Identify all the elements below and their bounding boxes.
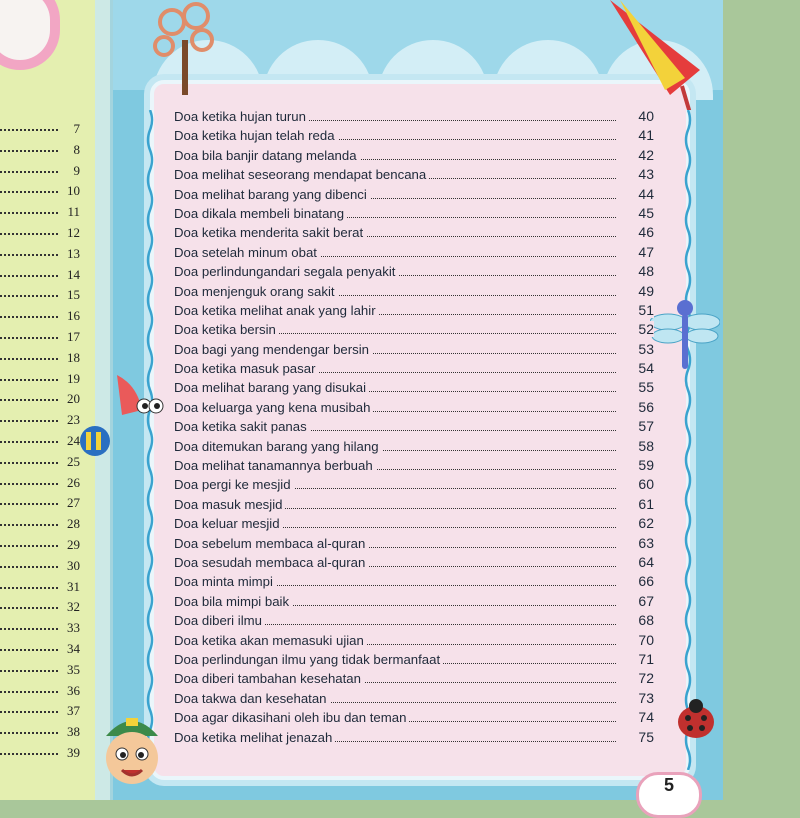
- toc-entry-page: 59: [620, 457, 654, 473]
- dot-leader: [0, 649, 58, 651]
- toc-entry: [170, 496, 654, 515]
- toc-entry: [170, 670, 654, 689]
- toc-entry: [170, 166, 654, 185]
- left-toc-entry: [0, 742, 92, 763]
- dot-leader: [0, 732, 58, 734]
- left-toc-entry: [0, 326, 92, 347]
- dot-leader: [0, 420, 58, 422]
- toc-entry: [170, 651, 654, 670]
- toc-entry-page: 46: [620, 224, 654, 240]
- left-toc-page: 23: [67, 412, 80, 428]
- toc-entry-page: 75: [620, 729, 654, 745]
- table-of-contents: [170, 108, 654, 748]
- toc-entry: [170, 147, 654, 166]
- dot-leader: [0, 399, 58, 401]
- left-toc-entry: [0, 243, 92, 264]
- dot-leader: [0, 316, 58, 318]
- toc-entry-page: 55: [620, 379, 654, 395]
- dot-leader: [0, 171, 58, 173]
- toc-entry-page: 43: [620, 166, 654, 182]
- left-toc-entry: [0, 347, 92, 368]
- toc-entry: [170, 360, 654, 379]
- left-toc-entry: [0, 472, 92, 493]
- toc-entry: [170, 321, 654, 340]
- toc-entry: [170, 108, 654, 127]
- toc-entry-title: Doa keluarga yang kena musibah: [174, 400, 373, 415]
- toc-entry: [170, 515, 654, 534]
- left-toc-entry: [0, 721, 92, 742]
- left-toc-page: 10: [67, 183, 80, 199]
- toc-entry-title: Doa melihat seseorang mendapat bencana: [174, 167, 429, 182]
- left-toc-page: 39: [67, 744, 80, 760]
- toc-entry: [170, 476, 654, 495]
- left-toc-page: 33: [67, 620, 80, 636]
- toc-entry-title: Doa setelah minum obat: [174, 245, 320, 260]
- toc-entry: [170, 535, 654, 554]
- left-toc-page: 20: [67, 391, 80, 407]
- left-toc-page: 32: [67, 599, 80, 615]
- left-toc-entry: [0, 264, 92, 285]
- left-toc-page: 36: [67, 682, 80, 698]
- dot-leader: [0, 691, 58, 693]
- wavy-border-right: [684, 110, 692, 770]
- toc-entry: [170, 593, 654, 612]
- left-toc-page: 37: [67, 703, 80, 719]
- toc-entry-page: 64: [620, 554, 654, 570]
- toc-entry: [170, 554, 654, 573]
- toc-entry-page: 45: [620, 205, 654, 221]
- toc-entry: [170, 263, 654, 282]
- toc-entry-page: 54: [620, 360, 654, 376]
- left-toc-page: 24: [67, 432, 80, 448]
- left-toc-entry: [0, 284, 92, 305]
- toc-entry-title: Doa ketika bersin: [174, 322, 279, 337]
- left-toc-entry: [0, 534, 92, 555]
- dot-leader: [0, 191, 58, 193]
- dot-leader: [0, 358, 58, 360]
- left-toc-page: 19: [67, 370, 80, 386]
- page-number: 5: [663, 775, 674, 795]
- toc-entry: [170, 341, 654, 360]
- left-toc-page: 34: [67, 640, 80, 656]
- toc-entry-title: Doa ketika masuk pasar: [174, 361, 318, 376]
- toc-entry-page: 40: [620, 108, 654, 124]
- left-toc-entry: [0, 680, 92, 701]
- toc-entry-page: 71: [620, 651, 654, 667]
- dot-leader: [0, 337, 58, 339]
- toc-entry: [170, 127, 654, 146]
- left-toc-page: 17: [67, 328, 80, 344]
- toc-entry-title: Doa menjenguk orang sakit: [174, 284, 338, 299]
- left-toc-page: 25: [67, 453, 80, 469]
- toc-entry-title: Doa melihat barang yang dibenci: [174, 187, 370, 202]
- left-toc-page: 38: [67, 724, 80, 740]
- dot-leader: [0, 129, 58, 131]
- toc-entry-title: Doa diberi ilmu: [174, 613, 265, 628]
- toc-entry-title: Doa keluar mesjid: [174, 516, 283, 531]
- toc-entry: [170, 205, 654, 224]
- toc-entry-page: 57: [620, 418, 654, 434]
- toc-entry: [170, 729, 654, 748]
- toc-entry-title: Doa ketika menderita sakit berat: [174, 225, 366, 240]
- toc-entry: [170, 612, 654, 631]
- shrimp-illustration: [112, 370, 167, 420]
- toc-entry-title: Doa ketika melihat anak yang lahir: [174, 303, 379, 318]
- left-toc-entry: [0, 388, 92, 409]
- dot-leader: [0, 379, 58, 381]
- left-toc-page: 27: [67, 495, 80, 511]
- dot-leader: [0, 711, 58, 713]
- toc-entry-page: 42: [620, 147, 654, 163]
- dot-leader: [0, 254, 58, 256]
- toc-entry-title: Doa ketika hujan telah reda: [174, 128, 338, 143]
- dot-leader: [0, 587, 58, 589]
- toc-entry-page: 61: [620, 496, 654, 512]
- toc-entry: [170, 709, 654, 728]
- toc-entry: [170, 632, 654, 651]
- toc-entry-title: Doa perlindungandari segala penyakit: [174, 264, 398, 279]
- left-toc-page: 26: [67, 474, 80, 490]
- left-toc-page: 14: [67, 266, 80, 282]
- left-toc-page: 30: [67, 557, 80, 573]
- toc-entry: [170, 302, 654, 321]
- left-toc-page: 28: [67, 516, 80, 532]
- dot-leader: [0, 212, 58, 214]
- wavy-border-left: [146, 110, 154, 770]
- toc-entry-title: Doa sebelum membaca al-quran: [174, 536, 368, 551]
- toc-entry-page: 44: [620, 186, 654, 202]
- toc-entry-page: 51: [620, 302, 654, 318]
- left-toc-page: 7: [73, 121, 80, 136]
- left-toc-entry: [0, 576, 92, 597]
- toc-entry-page: 49: [620, 283, 654, 299]
- dot-leader: [0, 275, 58, 277]
- left-toc-page: 29: [67, 536, 80, 552]
- dot-leader: [0, 607, 58, 609]
- dot-leader: [0, 503, 58, 505]
- boy-illustration: [92, 706, 172, 800]
- left-toc-page: 35: [67, 661, 80, 677]
- left-toc-page: 12: [67, 224, 80, 240]
- left-toc-page: 8: [73, 141, 80, 157]
- toc-entry-page: 41: [620, 127, 654, 143]
- umbrella-illustration: [610, 0, 700, 110]
- left-toc-page: 11: [67, 204, 80, 220]
- left-toc-page: 16: [67, 308, 80, 324]
- left-toc-page: 15: [67, 287, 80, 303]
- toc-entry-title: Doa diberi tambahan kesehatan: [174, 671, 364, 686]
- toc-entry: [170, 573, 654, 592]
- toc-entry-page: 68: [620, 612, 654, 628]
- toc-entry-title: Doa sesudah membaca al-quran: [174, 555, 368, 570]
- left-toc-entry: [0, 638, 92, 659]
- left-toc-entry: [0, 555, 92, 576]
- toc-entry: [170, 186, 654, 205]
- left-toc-entry: [0, 222, 92, 243]
- toc-entry-title: Doa minta mimpi: [174, 574, 276, 589]
- toc-entry-page: 62: [620, 515, 654, 531]
- left-toc-entry: [0, 513, 92, 534]
- toc-entry-title: Doa perlindungan ilmu yang tidak bermanfaat: [174, 652, 443, 667]
- left-toc-entry: [0, 160, 92, 181]
- toc-entry-title: Doa ketika melihat jenazah: [174, 730, 335, 745]
- page-number-badge: [636, 772, 702, 818]
- toc-entry-title: Doa bila banjir datang melanda: [174, 148, 360, 163]
- toc-entry-title: Doa takwa dan kesehatan: [174, 691, 330, 706]
- dot-leader: [0, 462, 58, 464]
- toc-entry-title: Doa ketika hujan turun: [174, 109, 309, 124]
- left-toc-page: 18: [67, 349, 80, 365]
- toc-entry-page: 60: [620, 476, 654, 492]
- fish-illustration: [78, 422, 112, 460]
- left-toc-entry: [0, 596, 92, 617]
- toc-entry-title: Doa ketika akan memasuki ujian: [174, 633, 367, 648]
- toc-entry-title: Doa bagi yang mendengar bersin: [174, 342, 372, 357]
- left-toc-entry: [0, 139, 92, 160]
- toc-entry-title: Doa dikala membeli binatang: [174, 206, 347, 221]
- toc-entry-page: 56: [620, 399, 654, 415]
- left-toc-entry: [0, 492, 92, 513]
- left-toc-entry: [0, 118, 92, 139]
- toc-entry-page: 72: [620, 670, 654, 686]
- dot-leader: [0, 441, 58, 443]
- left-toc-entry: [0, 180, 92, 201]
- toc-entry-title: Doa agar dikasihani oleh ibu dan teman: [174, 710, 409, 725]
- left-toc-entry: [0, 201, 92, 222]
- toc-entry-page: 58: [620, 438, 654, 454]
- toc-entry-page: 48: [620, 263, 654, 279]
- left-toc-entry: [0, 700, 92, 721]
- toc-entry: [170, 379, 654, 398]
- toc-entry: [170, 283, 654, 302]
- left-toc-entry: [0, 659, 92, 680]
- toc-entry-page: 70: [620, 632, 654, 648]
- toc-entry-title: Doa bila mimpi baik: [174, 594, 292, 609]
- dot-leader: [0, 670, 58, 672]
- ladybug-illustration: [672, 694, 720, 744]
- left-toc-entry: [0, 305, 92, 326]
- left-toc-page: 31: [67, 578, 80, 594]
- toc-entry: [170, 457, 654, 476]
- left-toc-page: 13: [67, 245, 80, 261]
- dot-leader: [0, 483, 58, 485]
- toc-entry: [170, 224, 654, 243]
- toc-entry-title: Doa melihat tanamannya berbuah: [174, 458, 376, 473]
- left-toc-page: 9: [73, 162, 80, 178]
- toc-entry-page: 53: [620, 341, 654, 357]
- toc-entry-page: 73: [620, 690, 654, 706]
- toc-entry: [170, 690, 654, 709]
- toc-entry-page: 67: [620, 593, 654, 609]
- dot-leader: [0, 545, 58, 547]
- toc-entry-page: 74: [620, 709, 654, 725]
- dot-leader: [0, 566, 58, 568]
- left-toc-entry: [0, 368, 92, 389]
- dot-leader: [0, 150, 58, 152]
- toc-entry: [170, 399, 654, 418]
- left-toc-entry: [0, 617, 92, 638]
- dot-leader: [0, 753, 58, 755]
- toc-entry-page: 66: [620, 573, 654, 589]
- toc-entry-page: 47: [620, 244, 654, 260]
- toc-entry-page: 52: [620, 321, 654, 337]
- toc-entry: [170, 244, 654, 263]
- toc-entry-title: Doa ketika sakit panas: [174, 419, 310, 434]
- dot-leader: [0, 295, 58, 297]
- dot-leader: [0, 524, 58, 526]
- toc-entry-title: Doa pergi ke mesjid: [174, 477, 294, 492]
- toc-entry: [170, 418, 654, 437]
- tree-illustration: [150, 0, 220, 100]
- toc-entry: [170, 438, 654, 457]
- dot-leader: [0, 233, 58, 235]
- toc-entry-title: Doa masuk mesjid: [174, 497, 285, 512]
- dragonfly-illustration: [650, 292, 720, 372]
- toc-entry-title: Doa melihat barang yang disukai: [174, 380, 369, 395]
- dot-leader: [0, 628, 58, 630]
- toc-entry-title: Doa ditemukan barang yang hilang: [174, 439, 382, 454]
- toc-entry-page: 63: [620, 535, 654, 551]
